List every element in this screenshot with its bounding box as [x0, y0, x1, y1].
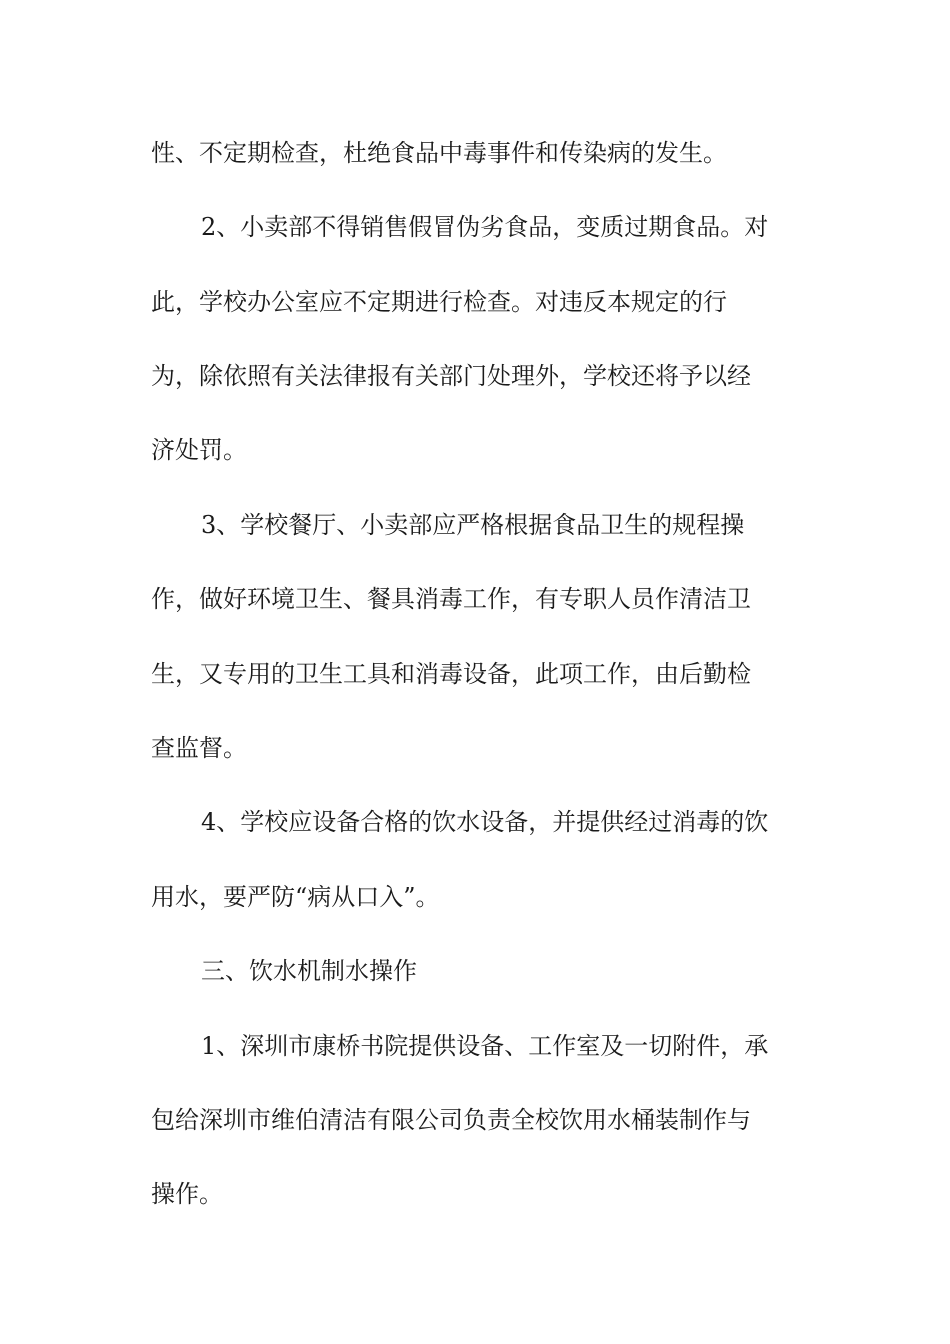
- text-line: 3、学校餐厅、小卖部应严格根据食品卫生的规程操: [201, 511, 745, 539]
- text-line: 生，又专用的卫生工具和消毒设备，此项工作，由后勤检: [151, 660, 751, 688]
- text-line: 为，除依照有关法律报有关部门处理外，学校还将予以经: [151, 362, 751, 390]
- section-heading: 三、饮水机制水操作: [201, 957, 417, 985]
- text-line: 2、小卖部不得销售假冒伪劣食品，变质过期食品。对: [201, 213, 769, 241]
- text-line: 济处罚。: [151, 436, 247, 464]
- text-line: 包给深圳市维伯清洁有限公司负责全校饮用水桶装制作与: [151, 1106, 751, 1134]
- text-line: 4、学校应设备合格的饮水设备，并提供经过消毒的饮: [201, 808, 769, 836]
- text-line: 查监督。: [151, 734, 247, 762]
- text-line: 操作。: [151, 1180, 223, 1208]
- text-line: 1、深圳市康桥书院提供设备、工作室及一切附件，承: [201, 1032, 769, 1060]
- text-line: 用水，要严防“病从口入”。: [151, 883, 440, 911]
- text-line: 性、不定期检查，杜绝食品中毒事件和传染病的发生。: [151, 139, 727, 167]
- text-line: 此，学校办公室应不定期进行检查。对违反本规定的行: [151, 288, 727, 316]
- text-line: 作，做好环境卫生、餐具消毒工作，有专职人员作清洁卫: [151, 585, 751, 613]
